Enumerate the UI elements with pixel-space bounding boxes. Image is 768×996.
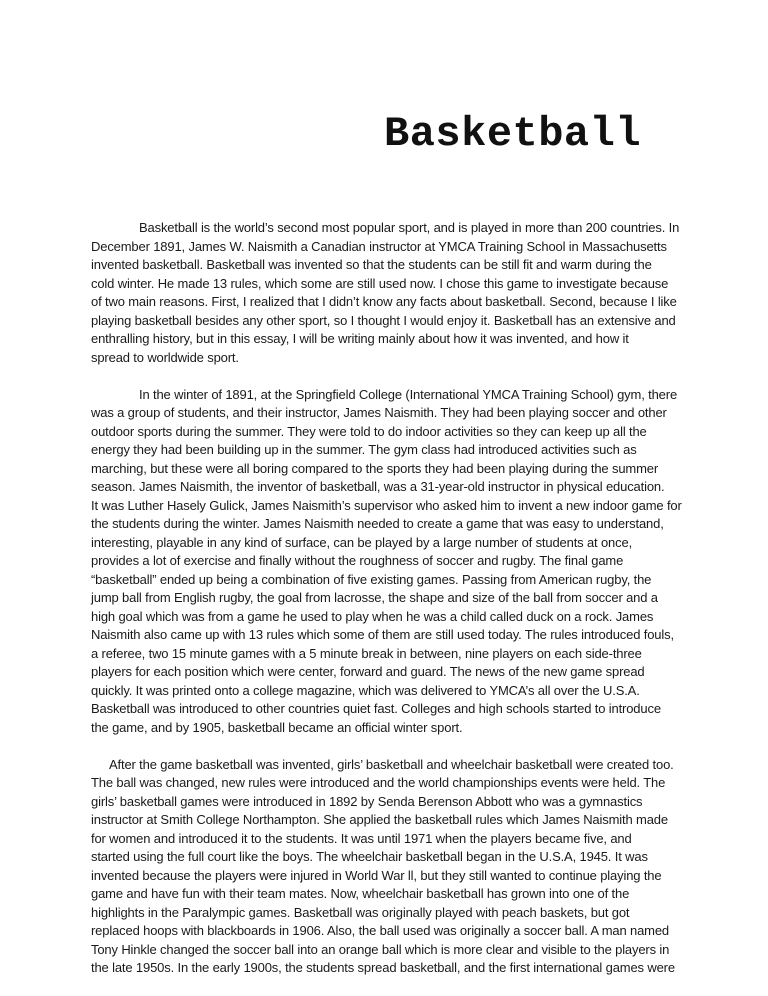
text-line: players for each position which were center, forward and guard. The news of the new game spread [91, 664, 645, 679]
text-line: energy they had been building up in the summer. The gym class had introduced activities such as [91, 442, 637, 457]
document-body [91, 219, 711, 996]
text-line: Basketball was introduced to other countries quiet fast. Colleges and high schools started to introduce [91, 701, 661, 716]
text-line: invented because the players were injured in World War ll, but they still wanted to continue playing the [91, 867, 662, 883]
text-line: The ball was changed, new rules were introduced and the world championships events were held. The [91, 775, 666, 790]
text-line: marching, but these were all boring compared to the sports they had been playing during the summer [91, 460, 659, 476]
text-line: cold winter. He made 13 rules, which some are still used now. I chose this game to investigate because [91, 275, 669, 291]
text-line: playing basketball besides any other sport, so I thought I would enjoy it. Basketball has an extensive and [91, 312, 676, 328]
text-line: spread to worldwide sport. [91, 349, 239, 365]
text-line: was a group of students, and their instructor, James Naismith. They had been playing soccer and other [91, 405, 667, 420]
text-line: Tony Hinkle changed the soccer ball into an orange ball which is more clear and visible to the players in [91, 941, 670, 957]
text-line: started using the full court like the boys. The wheelchair basketball began in the U.S.A, 1945. It was [91, 849, 648, 864]
paragraph-intro [91, 219, 711, 367]
text-line: the game, and by 1905, basketball became an official winter sport. [91, 719, 463, 735]
text-line: Basketball is the world’s second most popular sport, and is played in more than 200 countries. In [139, 220, 680, 235]
text-line: interesting, playable in any kind of surface, can be played by a large number of students at once, [91, 534, 633, 550]
text-line: “basketball” ended up being a combination of five existing games. Passing from American rugby, the [91, 571, 652, 587]
text-line: instructor at Smith College Northampton. She applied the basketball rules which James Naismith made [91, 812, 668, 827]
text-line: outdoor sports during the summer. They were told to do indoor activities so they can keep up all the [91, 423, 647, 439]
paragraph-invention [91, 386, 711, 738]
text-line: December 1891, James W. Naismith a Canadian instructor at YMCA Training School in Massachusetts [91, 238, 667, 254]
text-line: game and have fun with their team mates. Now, wheelchair basketball has grown into one of the [91, 886, 630, 901]
text-line: invented basketball. Basketball was invented so that the students can be still fit and warm during the [91, 257, 652, 272]
text-line: replaced hoops with blackboards in 1906. Also, the ball used was originally a soccer ball. A man named [91, 923, 669, 938]
text-line: the students during the winter. James Naismith needed to create a game that was easy to understand, [91, 516, 664, 531]
text-line: high goal which was from a game he used to play when he was a child called duck on a rock. James [91, 608, 654, 624]
text-line: of two main reasons. First, I realized that I didn’t know any facts about basketball. Second, because I like [91, 294, 677, 309]
text-line: for women and introduced it to the students. It was until 1971 when the players became five, and [91, 830, 632, 846]
text-line: season. James Naismith, the inventor of basketball, was a 31-year-old instructor in physical education. [91, 479, 665, 494]
text-line: jump ball from English rugby, the goal from lacrosse, the shape and size of the ball from soccer and a [91, 590, 658, 605]
paragraph-spread [91, 756, 711, 978]
document-title: Basketball [384, 110, 642, 158]
text-line: the late 1950s. In the early 1900s, the students spread basketball, and the first international games were [91, 960, 675, 975]
text-line: provides a lot of exercise and finally without the roughness of soccer and rugby. The final game [91, 553, 624, 568]
text-line: In the winter of 1891, at the Springfield College (International YMCA Training School) gym, there [139, 386, 678, 402]
text-line: highlights in the Paralympic games. Basketball was originally played with peach baskets, but got [91, 904, 630, 920]
text-line: a referee, two 15 minute games with a 5 minute break in between, nine players on each side-three [91, 645, 642, 661]
text-line: enthralling history, but in this essay, I will be writing mainly about how it was invented, and how it [91, 331, 629, 346]
text-line: After the game basketball was invented, girls’ basketball and wheelchair basketball were created too. [109, 756, 674, 772]
text-line: girls’ basketball games were introduced in 1892 by Senda Berenson Abbott who was a gymnastics [91, 793, 643, 809]
text-line: quickly. It was printed onto a college magazine, which was delivered to YMCA’s all over the U.S.A. [91, 682, 640, 698]
text-line: It was Luther Hasely Gulick, James Naismith’s supervisor who asked him to invent a new indoor game for [91, 497, 682, 513]
text-line: Naismith also came up with 13 rules which some of them are still used today. The rules introduced fouls, [91, 627, 674, 642]
